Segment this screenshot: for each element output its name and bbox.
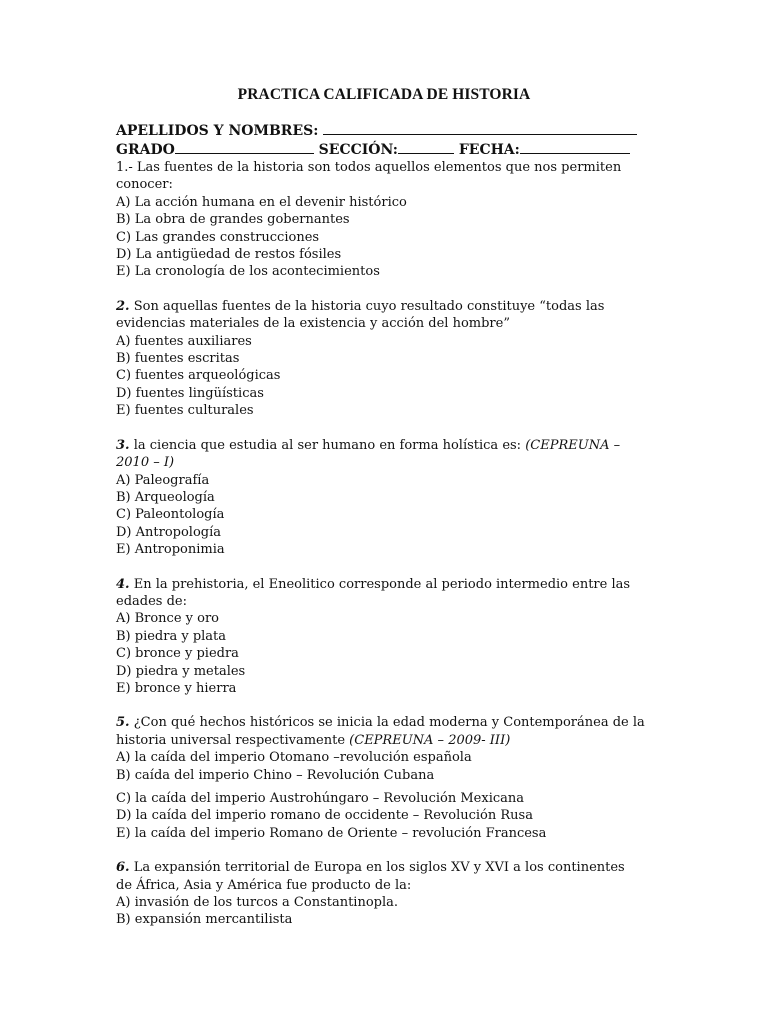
document-body xyxy=(116,121,656,929)
question-2-number: 2. xyxy=(116,298,130,314)
names-colon: : xyxy=(313,123,319,139)
question-5-number: 5. xyxy=(116,715,130,731)
question-1-text-line1: 1.- Las fuentes de la historia son todos aquellos elementos que nos permiten xyxy=(116,160,622,175)
question-5 xyxy=(116,714,656,842)
question-5-text-line1 xyxy=(116,714,656,731)
question-5-text-cont: historia universal respectivamente xyxy=(116,732,350,748)
question-2-text-line2: evidencias materiales de la existencia y acción del hombre” xyxy=(116,316,510,332)
question-4-option-b: B) piedra y plata xyxy=(116,628,227,644)
grade-label: GRADO xyxy=(116,142,175,158)
question-3-option-c: C) Paleontología xyxy=(116,507,225,523)
question-6-option-a: A) invasión de los turcos a Constantinopla. xyxy=(116,895,399,911)
question-6 xyxy=(116,859,656,929)
grade-blank[interactable] xyxy=(175,140,314,154)
question-1-option-e: E) La cronología de los acontecimientos xyxy=(116,264,380,280)
question-1 xyxy=(116,159,656,281)
date-label: FECHA: xyxy=(458,142,520,158)
question-6-text-line1 xyxy=(116,859,656,876)
question-4-text-line1 xyxy=(116,576,656,593)
question-3-option-d: D) Antropología xyxy=(116,524,222,540)
question-2-option-d: D) fuentes lingüísticas xyxy=(116,385,264,401)
question-4-text: En la prehistoria, el Eneolitico corresponde al periodo intermedio entre las xyxy=(129,576,631,592)
question-1-option-d: D) La antigüedad de restos fósiles xyxy=(116,247,342,263)
question-5-option-b: B) caída del imperio Chino – Revolución Cubana xyxy=(116,767,435,783)
grade-row xyxy=(116,140,656,159)
question-4-option-c: C) bronce y piedra xyxy=(116,646,239,662)
question-5-text-line2 xyxy=(116,732,656,749)
question-4-option-e: E) bronce y hierra xyxy=(116,680,237,696)
question-5-option-e: E) la caída del imperio Romano de Oriente – revolución Francesa xyxy=(116,825,547,841)
question-2-option-c: C) fuentes arqueológicas xyxy=(116,368,281,384)
question-3-reference-cont: 2010 – I) xyxy=(116,455,175,471)
question-2-option-a: A) fuentes auxiliares xyxy=(116,333,252,349)
question-2 xyxy=(116,298,656,420)
question-5-option-d: D) la caída del imperio romano de occidente – Revolución Rusa xyxy=(116,808,533,824)
names-row xyxy=(116,121,656,140)
question-6-text-line2: de África, Asia y América fue producto de la: xyxy=(116,877,412,893)
question-2-option-e: E) fuentes culturales xyxy=(116,403,254,419)
question-1-option-b: B) La obra de grandes gobernantes xyxy=(116,212,350,228)
question-5-option-a: A) la caída del imperio Otomano –revolución española xyxy=(116,750,472,766)
names-label: APELLIDOS Y NOMBRES xyxy=(116,123,314,139)
question-3-option-a: A) Paleografía xyxy=(116,472,210,488)
question-5-reference: (CEPREUNA – 2009- III) xyxy=(349,732,511,748)
question-2-text: Son aquellas fuentes de la historia cuyo resultado constituye “todas las xyxy=(129,298,605,314)
question-3-option-b: B) Arqueología xyxy=(116,489,215,505)
question-6-text: La expansión territorial de Europa en los siglos XV y XVI a los continentes xyxy=(129,860,625,876)
question-2-text-line1 xyxy=(116,298,656,315)
question-6-number: 6. xyxy=(116,860,130,876)
question-5-text: ¿Con qué hechos históricos se inicia la edad moderna y Contemporánea de la xyxy=(129,715,645,731)
names-blank[interactable] xyxy=(323,121,637,135)
section-blank[interactable] xyxy=(398,140,454,154)
document-title: PRACTICA CALIFICADA DE HISTORIA xyxy=(237,86,531,103)
question-3 xyxy=(116,437,656,559)
question-4-number: 4. xyxy=(116,576,130,592)
question-6-option-b: B) expansión mercantilista xyxy=(116,912,293,928)
question-3-number: 3. xyxy=(116,437,130,453)
question-3-reference: (CEPREUNA – xyxy=(525,437,621,453)
question-1-option-a: A) La acción humana en el devenir histórico xyxy=(116,194,407,210)
question-3-text-line1 xyxy=(116,437,656,454)
question-1-text-line2: conocer: xyxy=(116,177,173,193)
question-4-option-d: D) piedra y metales xyxy=(116,663,246,679)
question-1-option-c: C) Las grandes construcciones xyxy=(116,229,320,245)
question-4-option-a: A) Bronce y oro xyxy=(116,611,220,627)
question-4-text-line2: edades de: xyxy=(116,593,187,609)
question-4 xyxy=(116,576,656,698)
question-2-option-b: B) fuentes escritas xyxy=(116,351,240,367)
question-5-option-c: C) la caída del imperio Austrohúngaro – Revolución Mexicana xyxy=(116,791,525,806)
date-blank[interactable] xyxy=(520,140,630,154)
section-label: SECCIÓN: xyxy=(318,142,398,158)
question-3-text: la ciencia que estudia al ser humano en forma holística es: xyxy=(129,437,526,453)
question-3-option-e: E) Antroponimia xyxy=(116,542,225,558)
